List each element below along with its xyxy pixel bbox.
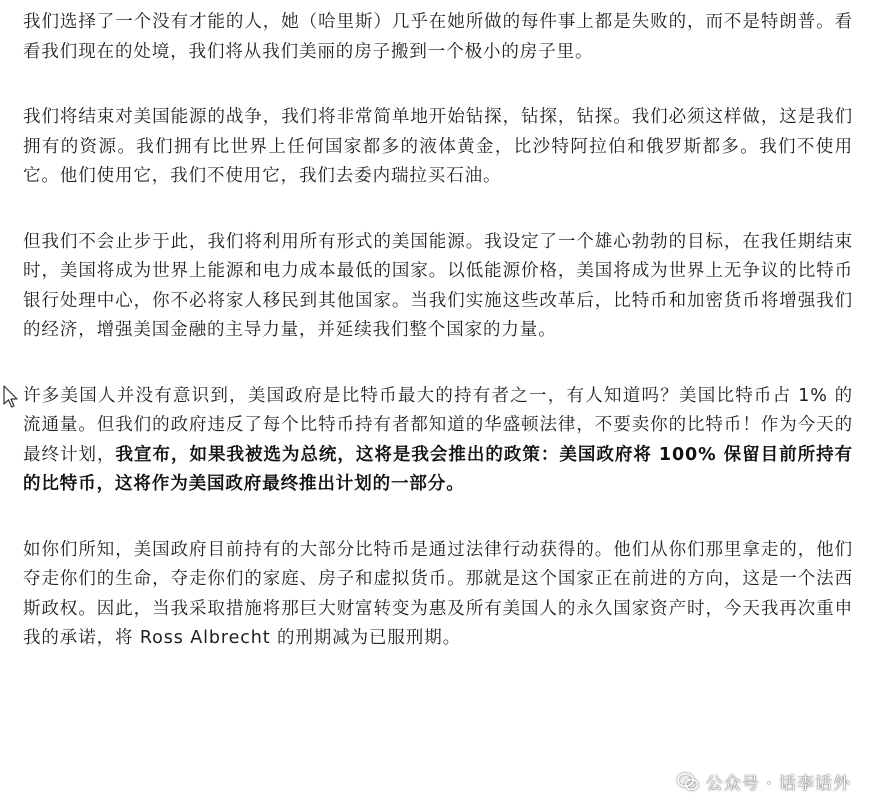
paragraph-5 — [23, 536, 853, 654]
paragraph-2 — [23, 103, 853, 192]
paragraph-4-bold-text: 我宣布，如果我被选为总统，这将是我会推出的政策：美国政府将 100% 保留目前所持有的比特币，这将作为美国政府最终推出计划的一部分。 — [23, 444, 854, 494]
paragraph-2-text: 我们将结束对美国能源的战争，我们将非常简单地开始钻探，钻探，钻探。我们必须这样做，这是我们拥有的资源。我们拥有比世界上任何国家都多的液体黄金，比沙特阿拉伯和俄罗斯都多。我们不使用它。他们使用它，我们不使用它，我们去委内瑞拉买石油。 — [23, 107, 853, 186]
mouse-pointer-icon — [3, 385, 19, 409]
article-body — [23, 8, 853, 690]
watermark-text: 公众号 · 话李话外 — [705, 774, 851, 794]
paragraph-5-text: 如你们所知，美国政府目前持有的大部分比特币是通过法律行动获得的。他们从你们那里拿走的，他们夺走你们的生命，夺走你们的家庭、房子和虚拟货币。那就是这个国家正在前进的方向，这是一个法西斯政权。因此，当我采取措施将那巨大财富转变为惠及所有美国人的永久国家资产时，今天我再次重申我的承诺，将 Ross Albrecht 的刑期减为已服刑期。 — [23, 539, 853, 648]
watermark — [676, 769, 851, 794]
paragraph-4 — [23, 382, 853, 500]
paragraph-3-text: 但我们不会止步于此，我们将利用所有形式的美国能源。我设定了一个雄心勃勃的目标，在我任期结束时，美国将成为世界上能源和电力成本最低的国家。以低能源价格，美国将成为世界上无争议的比特币银行处理中心，你不必将家人移民到其他国家。当我们实施这些改革后，比特币和加密货币将增强我们的经济，增强美国金融的主导力量，并延续我们整个国家的力量。 — [23, 231, 853, 340]
wechat-icon — [676, 770, 700, 794]
paragraph-4-text: 许多美国人并没有意识到，美国政府是比特币最大的持有者之一，有人知道吗？美国比特币占 1% 的流通量。但我们的政府违反了每个比特币持有者都知道的华盛顿法律，不要卖你的比特币！作为今天的最终计划， — [23, 385, 853, 465]
paragraph-1-text: 我们选择了一个没有才能的人，她（哈里斯）几乎在她所做的每件事上都是失败的，而不是特朗普。看看我们现在的处境，我们将从我们美丽的房子搬到一个极小的房子里。 — [23, 12, 853, 62]
paragraph-3 — [23, 228, 853, 346]
paragraph-1 — [23, 8, 853, 67]
